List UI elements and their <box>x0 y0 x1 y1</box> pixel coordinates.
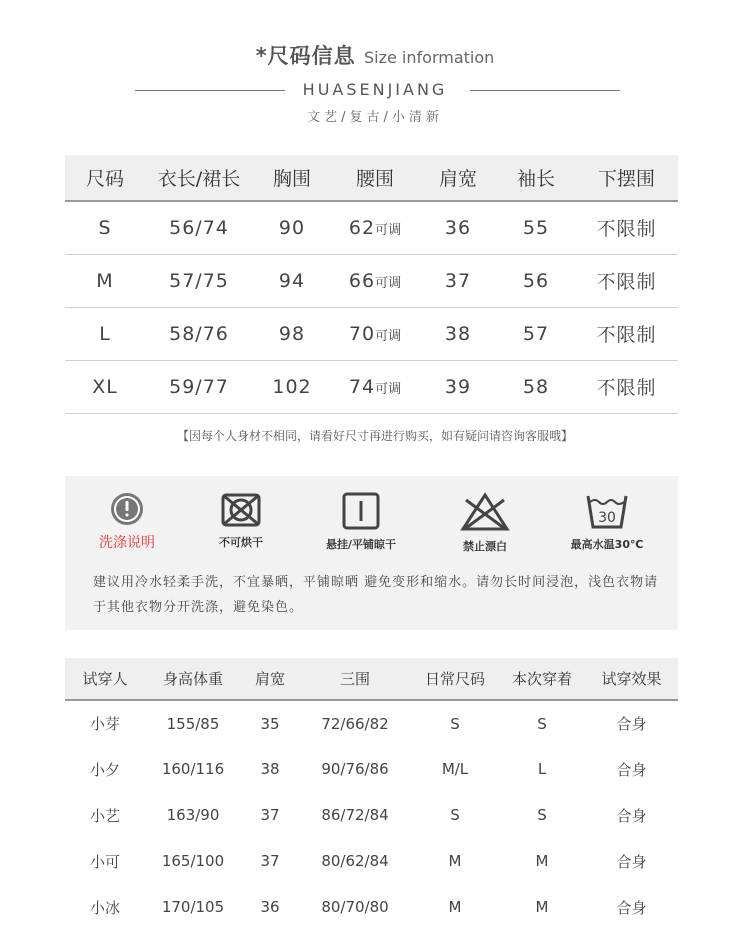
model-name: 小冰 <box>89 898 120 917</box>
hem-cell: 不限制 <box>575 360 678 413</box>
wash-item <box>559 492 655 552</box>
shoulder-cell: 38 <box>419 307 497 360</box>
wash-instructions <box>65 476 678 630</box>
waist-value: 66 <box>348 269 376 292</box>
waist-cell <box>331 201 419 254</box>
hem-cell: 不限制 <box>575 201 678 254</box>
chest-cell: 90 <box>253 201 331 254</box>
shoulder-cell: 36 <box>260 898 280 916</box>
wash-item <box>313 492 409 552</box>
hem-cell: 不限制 <box>575 254 678 307</box>
adjustable-label: 可调 <box>375 381 402 397</box>
length-cell: 59/77 <box>145 360 253 413</box>
height-weight: 165/100 <box>161 852 225 870</box>
alert-icon <box>110 492 144 526</box>
table-row <box>65 307 678 360</box>
table-row <box>65 254 678 307</box>
wash-item <box>437 492 533 554</box>
table-row <box>65 838 678 884</box>
adjustable-label: 可调 <box>375 275 402 291</box>
sleeve-cell: 58 <box>497 360 575 413</box>
size-table <box>65 155 678 414</box>
model-name: 小夕 <box>89 760 120 779</box>
adjustable-label: 可调 <box>375 328 402 344</box>
model-name: 小芽 <box>89 715 120 733</box>
table-row <box>65 201 678 254</box>
header-cell: 下摆围 <box>575 155 678 201</box>
usual-size: M <box>448 852 462 870</box>
model-name: 小可 <box>89 852 120 871</box>
size-cell: L <box>65 307 145 360</box>
wash-item-label: 悬挂/平铺晾干 <box>325 538 397 551</box>
model-name: 小艺 <box>89 806 120 825</box>
worn-size: L <box>537 760 547 778</box>
wash-title: 洗涤说明 <box>99 535 155 551</box>
wash-temp-value: 30 <box>598 510 616 526</box>
shoulder-cell: 37 <box>260 852 280 870</box>
table-row <box>65 746 678 792</box>
header-cell: 试穿人 <box>65 658 145 700</box>
usual-size: S <box>450 806 460 824</box>
waist-value: 62 <box>348 216 376 239</box>
sleeve-cell: 55 <box>497 201 575 254</box>
adjustable-label: 可调 <box>375 222 402 238</box>
header-cell: 衣长/裙长 <box>145 155 253 201</box>
wash-30-icon <box>585 492 629 530</box>
shoulder-cell: 37 <box>260 806 280 824</box>
waist-cell <box>331 360 419 413</box>
title-cn: *尺码信息 <box>255 44 356 68</box>
worn-size: S <box>537 714 547 733</box>
size-cell: S <box>65 201 145 254</box>
header-cell: 三围 <box>299 658 411 700</box>
size-note: 【因每个人身材不相同，请看好尺寸再进行购买，如有疑问请咨询客服哦】 <box>176 429 573 443</box>
length-cell: 57/75 <box>145 254 253 307</box>
header-cell: 袖长 <box>497 155 575 201</box>
hem-cell: 不限制 <box>575 307 678 360</box>
brand-name: HUASENJIANG <box>302 80 448 99</box>
usual-size: S <box>450 714 460 733</box>
size-cell: M <box>65 254 145 307</box>
chest-cell: 98 <box>253 307 331 360</box>
header-cell: 本次穿着 <box>499 658 585 700</box>
usual-size: M/L <box>441 760 469 778</box>
fit-effect: 合身 <box>616 760 647 779</box>
title-en: Size information <box>364 48 495 67</box>
no-bleach-icon <box>460 492 510 532</box>
hang-dry-icon <box>341 492 381 530</box>
height-weight: 160/116 <box>161 760 225 778</box>
shoulder-cell: 38 <box>260 760 280 778</box>
height-weight: 163/90 <box>166 806 220 824</box>
table-row <box>65 700 678 746</box>
try-on-table <box>65 658 678 930</box>
table-row <box>65 792 678 838</box>
measurements: 72/66/82 <box>321 714 389 733</box>
worn-size: M <box>535 898 549 916</box>
shoulder-cell: 36 <box>419 201 497 254</box>
height-weight: 155/85 <box>166 714 220 733</box>
size-cell: XL <box>65 360 145 413</box>
waist-value: 70 <box>348 322 376 345</box>
header-cell: 肩宽 <box>241 658 299 700</box>
worn-size: S <box>537 806 547 824</box>
try-table-header <box>65 658 678 700</box>
table-row <box>65 884 678 930</box>
length-cell: 56/74 <box>145 201 253 254</box>
sleeve-cell: 56 <box>497 254 575 307</box>
fit-effect: 合身 <box>616 898 647 917</box>
worn-size: M <box>535 852 549 870</box>
shoulder-cell: 35 <box>260 714 280 733</box>
waist-value: 74 <box>348 375 376 398</box>
header-cell: 尺码 <box>65 155 145 201</box>
size-table-header <box>65 155 678 201</box>
header-cell: 胸围 <box>253 155 331 201</box>
header-cell: 腰围 <box>331 155 419 201</box>
wash-item <box>193 492 289 550</box>
table-row <box>65 360 678 413</box>
chest-cell: 94 <box>253 254 331 307</box>
length-cell: 58/76 <box>145 307 253 360</box>
shoulder-cell: 39 <box>419 360 497 413</box>
page-title <box>256 44 495 68</box>
shoulder-cell: 37 <box>419 254 497 307</box>
measurements: 90/76/86 <box>321 760 389 778</box>
wash-item-label: 最高水温30℃ <box>570 538 644 551</box>
usual-size: M <box>448 898 462 916</box>
brand-row <box>0 80 750 102</box>
wash-description: 建议用冷水轻柔手洗，不宜暴晒，平铺晾晒 避免变形和缩水。请勿长时间浸泡，浅色衣物请于其他衣物分开洗涤，避免染色。 <box>93 575 659 615</box>
wash-item-label: 不可烘干 <box>219 536 263 549</box>
sleeve-cell: 57 <box>497 307 575 360</box>
wash-item-label: 禁止漂白 <box>463 540 507 553</box>
fit-effect: 合身 <box>616 806 647 825</box>
header-cell: 肩宽 <box>419 155 497 201</box>
fit-effect: 合身 <box>616 852 647 871</box>
header-cell: 身高体重 <box>145 658 241 700</box>
fit-effect: 合身 <box>616 715 647 733</box>
header-cell: 试穿效果 <box>585 658 678 700</box>
chest-cell: 102 <box>253 360 331 413</box>
tagline: 文艺/复古/小清新 <box>307 110 443 125</box>
measurements: 86/72/84 <box>321 806 389 824</box>
waist-cell <box>331 254 419 307</box>
wash-title-block <box>79 492 175 552</box>
page-header <box>0 40 750 70</box>
height-weight: 170/105 <box>161 898 225 916</box>
divider-right <box>470 90 620 91</box>
waist-cell <box>331 307 419 360</box>
measurements: 80/70/80 <box>321 898 389 916</box>
no-tumble-dry-icon <box>218 492 264 528</box>
header-cell: 日常尺码 <box>411 658 499 700</box>
measurements: 80/62/84 <box>321 852 389 870</box>
